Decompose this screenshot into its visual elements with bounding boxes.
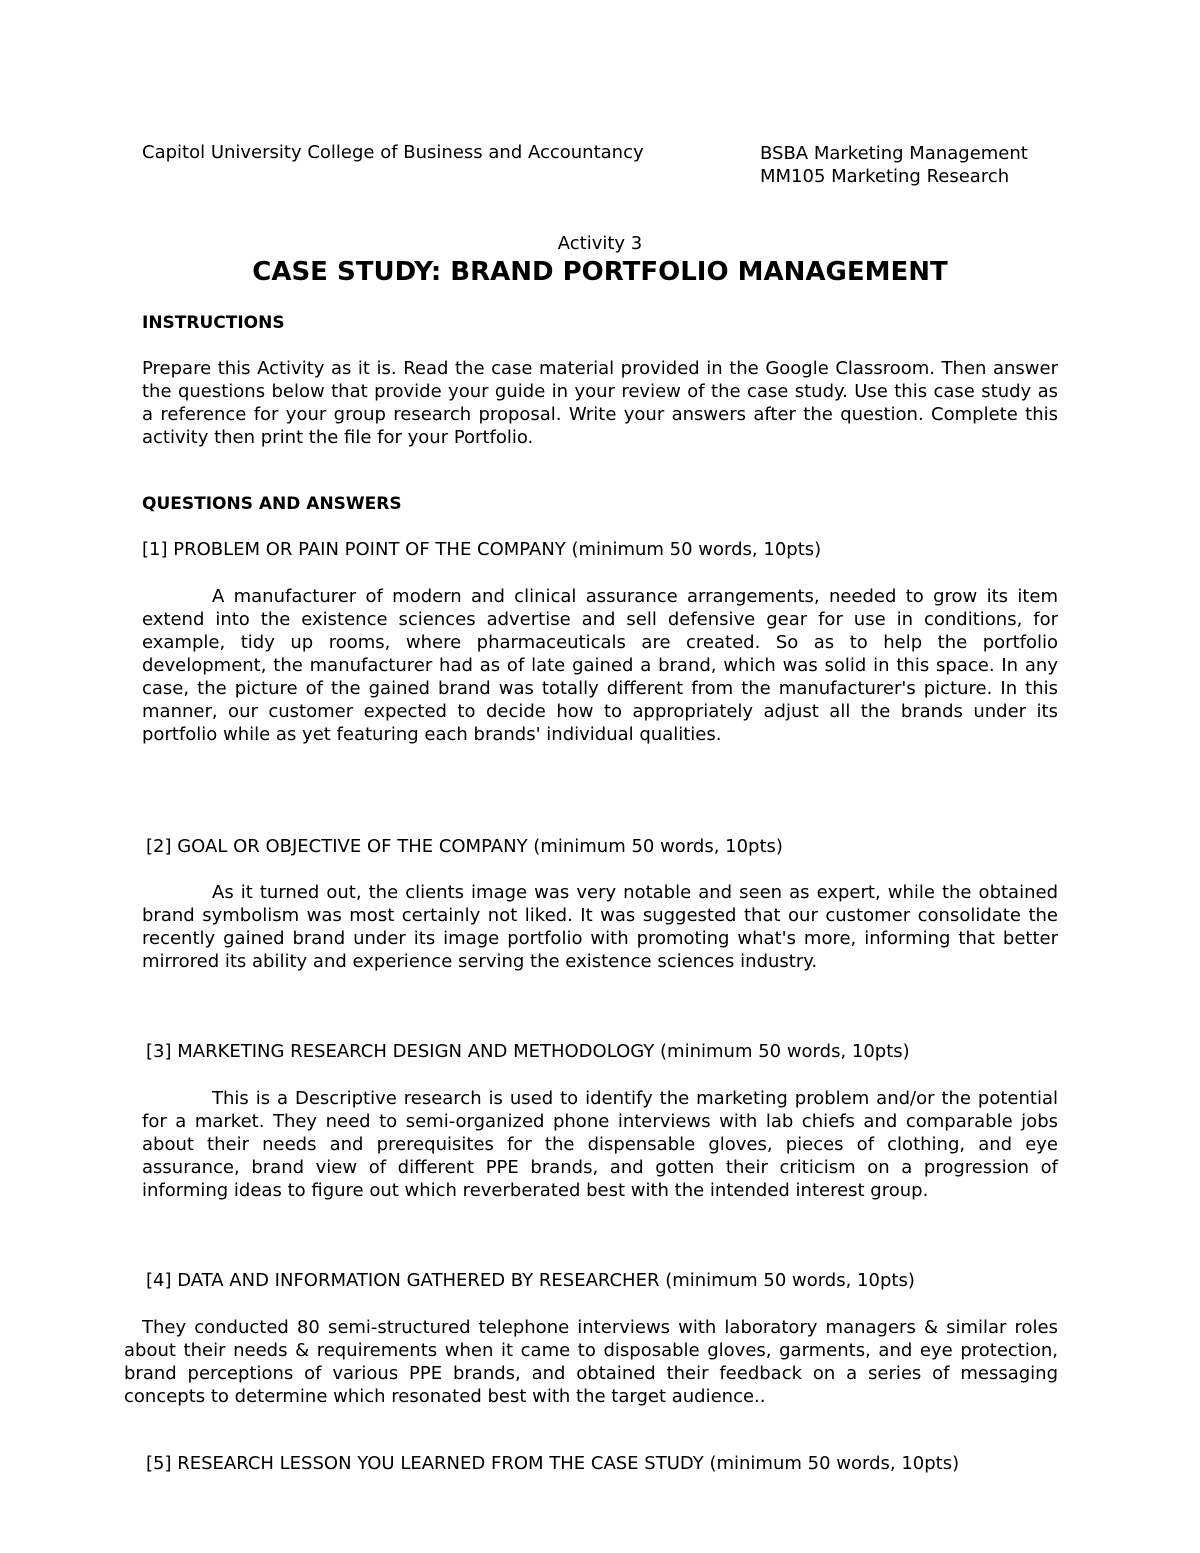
question-1-label: [1] PROBLEM OR PAIN POINT OF THE COMPANY (minimum 50 words, 10pts): [142, 539, 822, 560]
instructions-body: Prepare this Activity as it is. Read the case material provided in the Google Classroom. Then answer the questions below that provide your guide in your review of the case study. Use this case study as a reference for your group research proposal. Write your answers after the question. Complete this activity then print the file for your Portfolio.: [142, 358, 1058, 448]
course-info: [760, 142, 1028, 188]
course-name: MM105 Marketing Research: [760, 166, 1010, 187]
activity-label: Activity 3: [557, 233, 643, 254]
institution-name: Capitol University College of Business and Accountancy: [142, 142, 644, 163]
answer-3: This is a Descriptive research is used to identify the marketing problem and/or the potential for a market. They need to semi-organized phone interviews with lab chiefs and comparable jobs about their needs and prerequisites for the dispensable gloves, pieces of clothing, and eye assurance, brand view of different PPE brands, and gotten their criticism on a progression of informing ideas to figure out which reverberated best with the intended interest group.: [142, 1088, 1058, 1201]
question-5-label: [5] RESEARCH LESSON YOU LEARNED FROM THE CASE STUDY (minimum 50 words, 10pts): [146, 1453, 960, 1474]
program-name: BSBA Marketing Management: [760, 143, 1028, 164]
answer-4: They conducted 80 semi-structured telephone interviews with laboratory managers & similar roles about their needs & requirements when it came to disposable gloves, garments, and eye protection, brand perceptions of various PPE brands, and obtained their feedback on a series of messaging concepts to determine which resonated best with the target audience..: [124, 1317, 1058, 1407]
question-4-label: [4] DATA AND INFORMATION GATHERED BY RESEARCHER (minimum 50 words, 10pts): [146, 1270, 915, 1291]
answer-2: As it turned out, the clients image was very notable and seen as expert, while the obtained brand symbolism was most certainly not liked. It was suggested that our customer consolidate the recently gained brand under its image portfolio with promoting what's more, informing that better mirrored its ability and experience serving the existence sciences industry.: [142, 882, 1058, 972]
qa-heading: QUESTIONS AND ANSWERS: [142, 494, 402, 514]
instructions-heading: INSTRUCTIONS: [142, 313, 285, 333]
question-3-label: [3] MARKETING RESEARCH DESIGN AND METHODOLOGY (minimum 50 words, 10pts): [146, 1041, 910, 1062]
page-title: CASE STUDY: BRAND PORTFOLIO MANAGEMENT: [252, 257, 948, 287]
question-2-label: [2] GOAL OR OBJECTIVE OF THE COMPANY (minimum 50 words, 10pts): [146, 836, 783, 857]
answer-1: A manufacturer of modern and clinical assurance arrangements, needed to grow its item extend into the existence sciences advertise and sell defensive gear for use in conditions, for example, tidy up rooms, where pharmaceuticals are created. So as to help the portfolio development, the manufacturer had as of late gained a brand, which was solid in this space. In any case, the picture of the gained brand was totally different from the manufacturer's picture. In this manner, our customer expected to decide how to appropriately adjust all the brands under its portfolio while as yet featuring each brands' individual qualities.: [142, 586, 1058, 745]
